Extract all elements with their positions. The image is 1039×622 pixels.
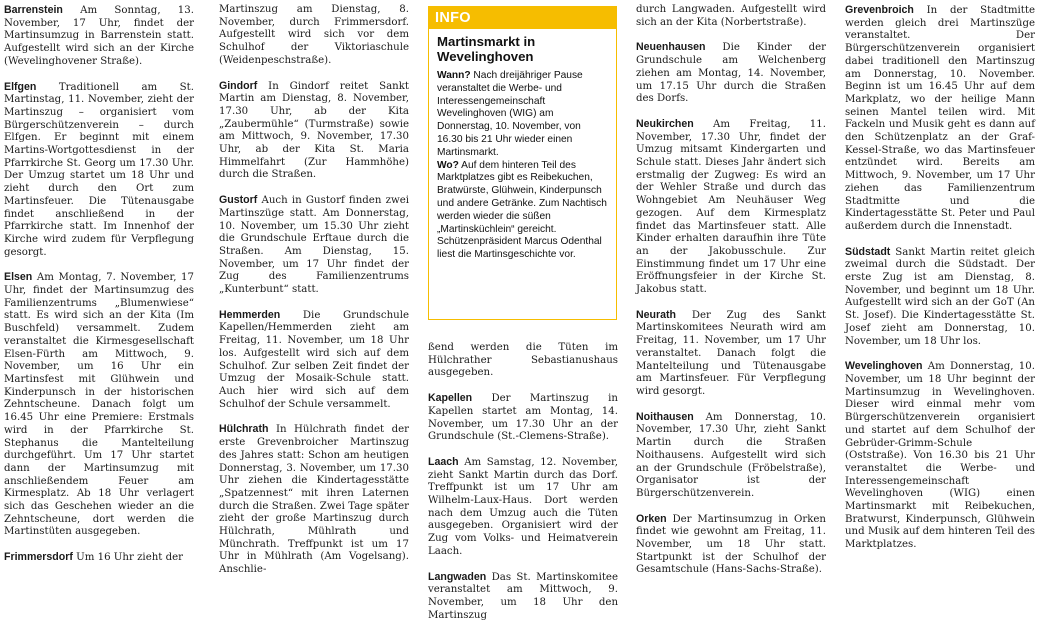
place-name: Südstadt [845,245,891,258]
place-name: Noithausen [636,410,694,423]
paragraph-text: In Hülchrath findet der erste Grevenbroicher Martinszug des Jahres statt: Schon am heutigen Donnerstag, 3. November, um 17.30 Uhr ziehen die Kindertagesstätte „Spatzennest“ mit ihren Laternen durch die Straßen. Zwei Tage später zieht der große Martinszug durch Hülchrath, Mühlrath und Münchrath. Treffpunkt ist um 17 Uhr in Mühlrath (Am Vogelsang). Anschlie- [219,424,409,576]
info-question: Wo? [437,159,459,171]
paragraph-text: ßend werden die Tüten im Hülchrather Sebastianushaus ausgegeben. [428,342,618,379]
article-paragraph [219,423,409,576]
article-paragraph [428,392,618,444]
paragraph-text: Sankt Martin reitet gleich zweimal durch die Südstadt. Der erste Zug ist am Dienstag, 8. November, und beginnt um 18 Uhr. Aufgestellt wird sich an der GoT (An St. Josef). Die Kindertagesstätte St. Josef zieht am Donnerstag, 10. November, um 18 Uhr los. [845,246,1035,347]
paragraph-text: Martinszug am Dienstag, 8. November, durch Frimmersdorf. Aufgestellt wird sich vor dem Schulhof der Viktoriaschule (Weidenpeschstraße). [219,4,409,66]
article-paragraph [845,4,1035,234]
place-name: Neukirchen [636,117,694,130]
place-name: Grevenbroich [845,4,914,16]
article-paragraph [845,360,1035,552]
place-name: Gindorf [219,79,258,92]
info-box [428,6,617,320]
paragraph-text: Der Martinszug in Kapellen startet am Montag, 14. November, um 17.30 Uhr an der Grundschule (St.-Clemens-Straße). [428,393,618,443]
paragraph-text: Um 16 Uhr zieht der [76,552,184,564]
paragraph-text: Am Donnerstag, 10. November, um 18 Uhr beginnt der Martinsumzug in Wevelinghoven. Dieser wird einmal mehr vom Bürgerschützenverein organisiert und startet auf dem Schulhof der Gebrüder-Grimm-Schule (Oststraße). Von 16.30 bis 21 Uhr veranstaltet die Werbe- und Interessengemeinschaft Wevelinghoven (WIG) einen Martinsmarkt mit Reibekuchen, Bratwurst, Kinderpunsch, Glühwein und Musik auf dem hinteren Teil des Marktplatzes. [845,361,1035,551]
article-paragraph [219,194,409,297]
info-box-text [429,70,616,262]
paragraph-text: durch Langwaden. Aufgestellt wird sich an der Kita (Norbertstraße). [636,4,826,28]
paragraph-text: Am Montag, 7. November, 17 Uhr, findet der Martinsumzug des Familienzentrums „Blumenwiese“ statt. Es wird sich an der Kita (Im Buschfeld) versammelt. Zudem veranstaltet die Kirmesgesellschaft Elsen-Fürth am Mittwoch, 9. November, um 16 Uhr ein Martinsfest mit Glühwein und Kinderpunsch in der historischen Zehntscheune. Danach folgt um 16.45 Uhr eine Premiere: Erstmals wird in der Pfarrkirche St. Stephanus die Mantelteilung durchgeführt. Um 17 Uhr startet dann der Martinsumzug mit anschließendem Feuer am Kirmesplatz. Ab 18 Uhr verlagert sich das Geschehen wieder an die Zehntscheune, dort werden die Martinstüten ausgegeben. [4,272,194,538]
article-paragraph [845,246,1035,349]
paragraph-text: Der Zug des Sankt Martinskomitees Neurath wird am Freitag, 11. November, um 17 Uhr veranstaltet. Danach folgt die Mantelteilung und Tütenausgabe am Martinsfeuer. Für Verpflegung wird gesorgt. [636,309,826,397]
place-name: Elfgen [4,80,37,93]
paragraph-text: Die Grundschule Kapellen/Hemmerden zieht am Freitag, 11. November, um 18 Uhr los. Aufgestellt wird sich auf dem Schulhof. Zur selben Zeit findet der Umzug der Mosaik-Schule statt. Auch hier wird sich auf dem Schulhof der Schule versammelt. [219,309,409,410]
place-name: Gustorf [219,194,258,207]
place-name: Orken [636,512,667,525]
article-paragraph [219,309,409,412]
place-name: Kapellen [428,392,473,405]
article-paragraph [636,4,826,29]
info-answer: Auf dem hinteren Teil des Marktplatzes gibt es Reibekuchen, Bratwürste, Glühwein, Kinderpunsch und andere Getränke. Zum Nachtisch werden wieder die süßen „Martinsküchlein“ gereicht. Schützenpräsident Marcus Odenthal liest die Martinsgeschichte vor. [437,159,607,261]
place-name: Neurath [636,308,677,321]
paragraph-text: Das St. Martinskomitee veranstaltet am Mittwoch, 9. November, um 18 Uhr den Martinszug [428,571,618,621]
info-question: Wann? [437,70,471,81]
place-name: Langwaden [428,570,487,583]
article-column-4 [636,4,826,608]
paragraph-text: In der Stadtmitte werden gleich drei Martinszüge veranstaltet. Der Bürgerschützenverein organisiert dabei traditionell den Martinszug am Donnerstag, 10. November. Beginn ist um 16.45 Uhr auf dem Markplatz, wo der heilige Mann seinen Mantel teilen wird. Mit Fackeln und Musik geht es dann auf den Schützenplatz an der Graf-Kessel-Straße, wo das Martinsfeuer entzündet wird. Bereits am Mittwoch, 9. November, um 17 Uhr ziehen das Familienzentrum Stadtmitte und die Kindertagesstätte St. Peter und Paul außerdem durch die Innenstadt. [845,5,1035,232]
article-paragraph [636,118,826,297]
article-paragraph [428,571,618,622]
article-paragraph [636,513,826,578]
article-paragraph [428,456,618,559]
place-name: Hemmerden [219,308,281,321]
paragraph-text: Auch in Gustorf finden zwei Martinszüge statt. Am Donnerstag, 10. November, um 15.30 Uhr zieht die Grundschule Erftaue durch die Straßen. Am Dienstag, 15. November, um 17 Uhr findet der Zug des Familienzentrums „Kunterbunt“ statt. [219,195,409,296]
place-name: Laach [428,455,459,468]
article-paragraph [4,551,194,565]
place-name: Hülchrath [219,423,269,436]
paragraph-text: Der Martinsumzug in Orken findet wie gewohnt am Freitag, 11. November, um 18 Uhr statt. Startpunkt ist der Schulhof der Gesamtschule (Hans-Sachs-Straße). [636,513,826,576]
place-name: Elsen [4,271,33,284]
article-column-2 [219,4,409,608]
article-paragraph [219,4,409,68]
article-column-5 [845,4,1035,608]
paragraph-text: Am Donnerstag, 10. November, 17.30 Uhr, zieht Sankt Martin durch die Straßen Noithausens. Aufgestellt wird sich an der Grundschule (Fröbelstraße), Organisator ist der Bürgerschützenverein. [636,411,826,499]
info-box-headline: Martinsmarkt in Wevelinghoven [437,34,536,64]
article-paragraph [636,41,826,106]
paragraph-text: Traditionell am St. Martinstag, 11. November, zieht der Martinszug – organisiert vom Bürgerschützenverein – durch Elfgen. Er beginnt mit einem Martins-Wortgottesdienst in der Pfarrkirche St. Georg um 17.30 Uhr. Der Umzug startet um 18 Uhr und zieht durch den Ort zum Martinsfeuer. Die Tütenausgabe findet anschließend in der Pfarrkirche statt. Im Innenhof der Kirche wird zudem für Verpflegung gesorgt. [4,81,194,258]
paragraph-text: Die Kinder der Grundschule am Welchenberg ziehen am Montag, 14. November, um 17.15 Uhr durch die Straßen des Dorfs. [636,42,826,105]
paragraph-text: Am Samstag, 12. November, zieht Sankt Martin durch das Dorf. Treffpunkt ist um 17 Uhr am Wilhelm-Laux-Haus. Dort werden nach dem Umzug auch die Tüten ausgegeben. Organisiert wird der Zug vom Volks- und Heimatverein Laach. [428,456,618,557]
paragraph-text: In Gindorf reitet Sankt Martin am Dienstag, 8. November, 17.30 Uhr, ab der Kita „Zaubermühle“ (Turmstraße) sowie am Mittwoch, 9. November, 17.30 Uhr, ab der Kita St. Maria Himmelfahrt (Zur Hammhöhe) durch die Straßen. [219,80,409,181]
place-name: Frimmersdorf [4,551,73,564]
article-paragraph [636,411,826,501]
paragraph-text: Am Freitag, 11. November, 17.30 Uhr, findet der Umzug mitsamt Kindergarten und Schule statt. Dieses Jahr ändert sich erstmalig der Zugweg: Es wird an der Wehler Straße und durch das Wohngebiet Am Neuhäuser Weg gezogen. Auf dem Kirmesplatz findet das Martinsfeuer statt. Alle Kinder erhalten daraufhin ihre Tüte an der Jakobusschule. Zur Einstimmung findet um 17 Uhr eine Eröffnungsfeier in der Kirche St. Jakobus statt. [636,118,826,296]
info-answer: Nach dreijähriger Pause veranstaltet die Werbe- und Interessengemeinschaft Wevelinghoven (WIG) am Donnerstag, 10. November, von 16.30 bis 21 Uhr wieder einen Martinsmarkt. [437,70,583,158]
paragraph-text: Am Sonntag, 13. November, 17 Uhr, findet der Martinsumzug in Barrenstein statt. Aufgestellt wird sich an der Kirche (Wevelinghovener Straße). [4,5,194,67]
info-box-tag: INFO [429,7,616,29]
article-paragraph [636,309,826,399]
article-paragraph [219,80,409,183]
article-paragraph [4,271,194,539]
place-name: Neuenhausen [636,41,706,54]
place-name: Wevelinghoven [845,360,923,373]
article-paragraph [428,342,618,380]
article-paragraph [4,81,194,260]
place-name: Barrenstein [4,4,63,16]
article-paragraph [4,4,194,69]
article-column-1 [4,4,194,608]
article-column-3 [428,342,618,621]
